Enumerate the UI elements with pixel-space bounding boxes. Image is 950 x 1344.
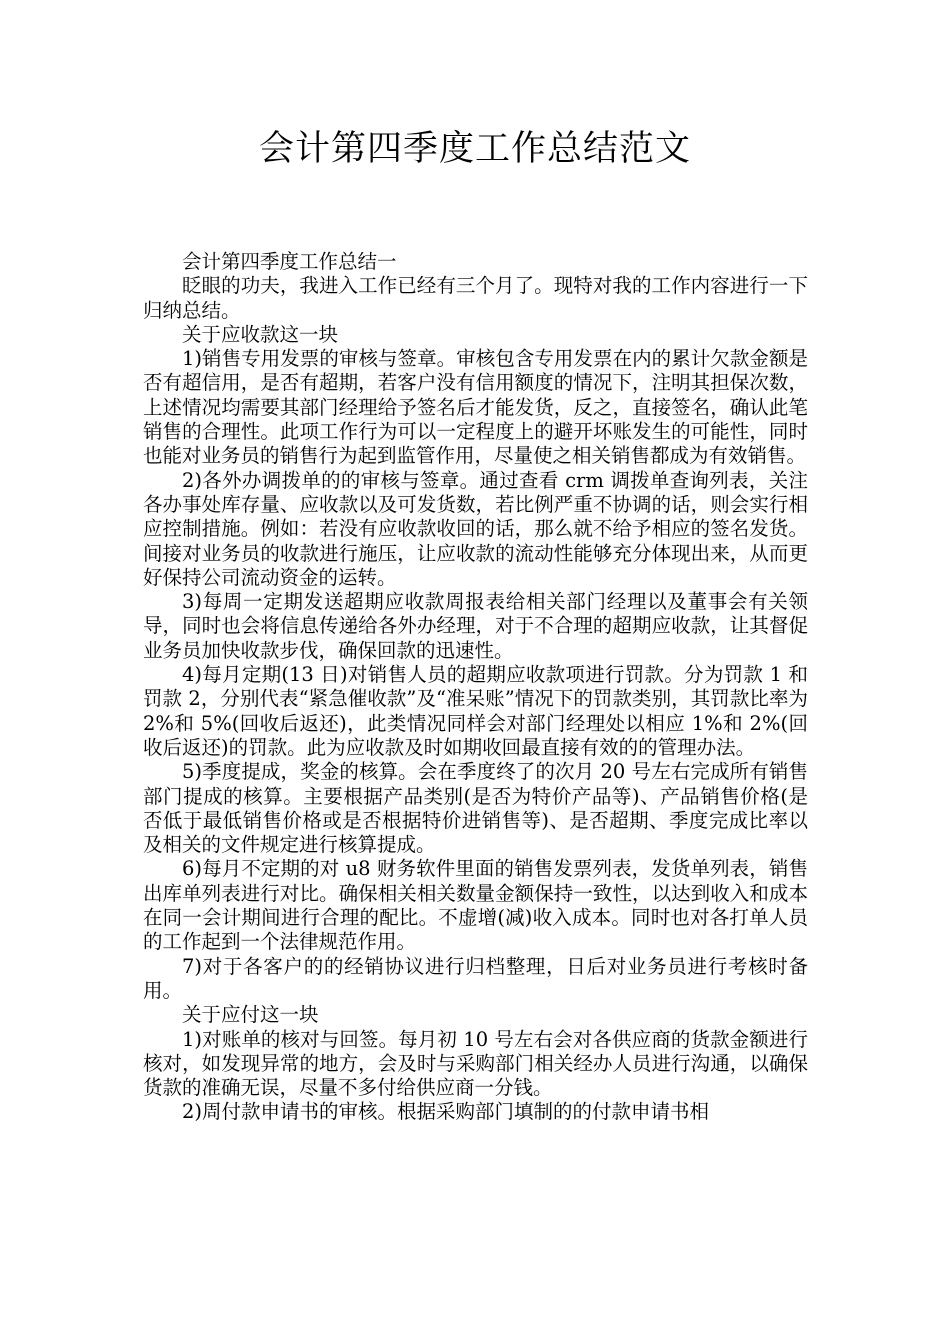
paragraph-receivables-heading: 关于应收款这一块 [182, 322, 339, 346]
paragraph-receivables-item-1: 1)销售专用发票的审核与签章。审核包含专用发票在内的累计欠款金额是否有超信用，是否有超期，若客户没有信用额度的情况下，注明其担保次数，上述情况均需要其部门经理给予签名后才能发货，反之，直接签名，确认此笔销售的合理性。此项工作行为可以一定程度上的避开坏账发生的可能性，同时也能对业务员的销售行为起到监管作用，尽量使之相关销售都成为有效销售。 [143, 347, 808, 468]
paragraph-section-heading: 会计第四季度工作总结一 [182, 250, 397, 273]
paragraph-payables-heading: 关于应付这一块 [182, 1003, 319, 1027]
paragraph-payables-item-1: 1)对账单的核对与回签。每月初 10 号左右会对各供应商的货款金额进行核对，如发现异常的地方，会及时与采购部门相关经办人员进行沟通，以确保货款的准确无误，尽量不多付给供应商一分钱。 [143, 1027, 808, 1100]
paragraph-receivables-item-4: 4)每月定期(13 日)对销售人员的超期应收款项进行罚款。分为罚款 1 和罚款 2，分别代表“紧急催收款”及“准呆账”情况下的罚款类别，其罚款比率为 2%和 5%(回收后返还)，此类情况同样会对部门经理处以相应 1%和 2%(回收后返还)的罚款。此为应收款及时如期收回最直接有效的的管理办法。 [143, 663, 808, 759]
paragraph-receivables-item-5: 5)季度提成，奖金的核算。会在季度终了的次月 20 号左右完成所有销售部门提成的核算。主要根据产品类别(是否为特价产品等)、产品销售价格(是否低于最低销售价格或是否根据特价进销售等)、是否超期、季度完成比率以及相关的文件规定进行核算提成。 [143, 760, 808, 857]
document-body [143, 250, 808, 1125]
paragraph-receivables-item-2: 2)各外办调拨单的的审核与签章。通过查看 crm 调拨单查询列表，关注各办事处库存量、应收款以及可发货数，若比例严重不协调的话，则会实行相应控制措施。例如：若没有应收款收回的话，那么就不给予相应的签名发货。间接对业务员的收款进行施压，让应收款的流动性能够充分体现出来，从而更好保持公司流动资金的运转。 [143, 468, 808, 589]
paragraph-receivables-item-7: 7)对于各客户的的经销协议进行归档整理，日后对业务员进行考核时备用。 [143, 954, 808, 1002]
paragraph-payables-item-2: 2)周付款申请书的审核。根据采购部门填制的的付款申请书相 [182, 1100, 710, 1124]
paragraph-intro: 眨眼的功夫，我进入工作已经有三个月了。现特对我的工作内容进行一下归纳总结。 [143, 274, 808, 322]
paragraph-receivables-item-3: 3)每周一定期发送超期应收款周报表给相关部门经理以及董事会有关领导，同时也会将信息传递给各外办经理，对于不合理的超期应收款，让其督促业务员加快收款步伐，确保回款的迅速性。 [143, 590, 808, 662]
document-title: 会计第四季度工作总结范文 [258, 129, 691, 169]
paragraph-receivables-item-6: 6)每月不定期的对 u8 财务软件里面的销售发票列表，发货单列表，销售出库单列表进行对比。确保相关相关数量金额保持一致性，以达到收入和成本在同一会计期间进行合理的配比。不虚增(减)收入成本。同时也对各打单人员的工作起到一个法律规范作用。 [143, 857, 808, 954]
